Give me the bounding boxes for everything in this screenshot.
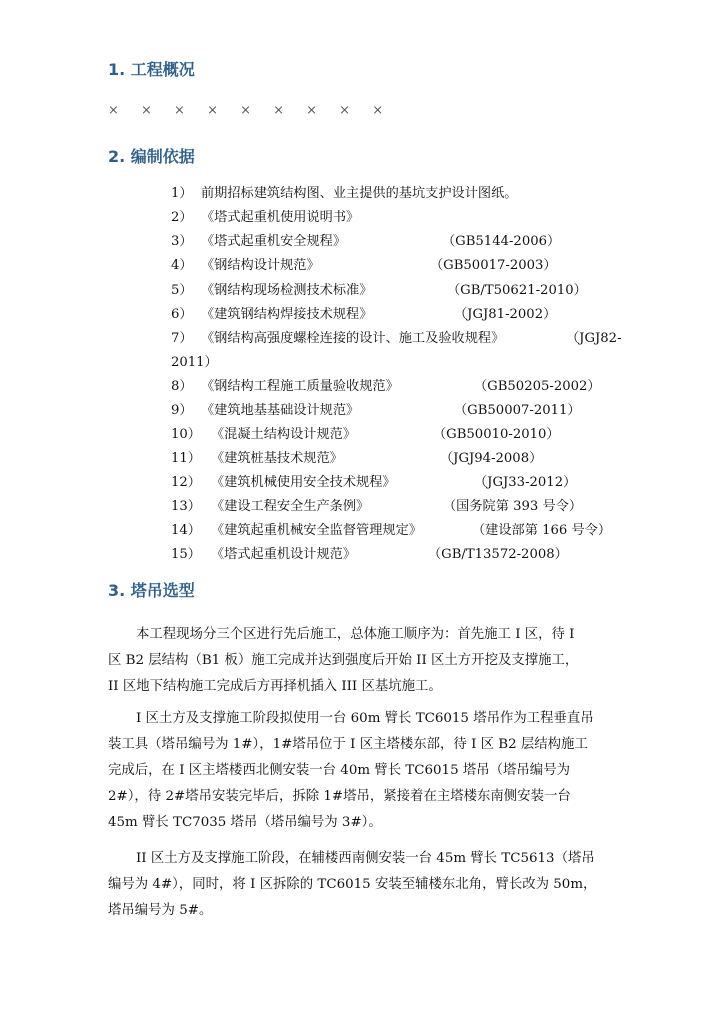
placeholder-crosses: × × × × × × × × × [108, 103, 393, 118]
reference-standard-code: （JGJ81-2002） [454, 307, 557, 322]
reference-item [171, 331, 622, 346]
paragraph-line: I 区土方及支撑施工阶段拟使用一台 60m 臂长 TC6015 塔吊作为工程垂直吊 [136, 711, 594, 726]
reference-standard-code: （JGJ94-2008） [440, 451, 543, 466]
reference-item [171, 307, 557, 322]
reference-number: 14） [171, 523, 201, 538]
reference-number: 6） [171, 307, 193, 322]
reference-item [171, 499, 583, 514]
reference-standard-code: （GB50010-2010） [433, 427, 560, 442]
body-paragraph [108, 706, 618, 836]
reference-title: 前期招标建筑结构图、业主提供的基坑支护设计图纸。 [201, 186, 518, 201]
reference-item [171, 547, 568, 562]
reference-title: 《钢结构设计规范》 [201, 258, 320, 273]
reference-title: 《钢结构工程施工质量验收规范》 [201, 379, 399, 394]
reference-number: 8） [171, 379, 193, 394]
reference-item [171, 475, 577, 490]
paragraph-line: 编号为 4#），同时，将 I 区拆除的 TC6015 安装至辅楼东北角，臂长改为 50m， [108, 877, 597, 892]
reference-number: 5） [171, 283, 193, 298]
reference-standard-code: （国务院第 393 号令） [443, 499, 583, 514]
reference-number: 10） [171, 427, 201, 442]
body-paragraph [108, 622, 618, 700]
reference-standard-code: （GB50007-2011） [454, 403, 581, 418]
reference-title: 《建筑起重机械安全监督管理规定》 [211, 523, 422, 538]
reference-standard-code: （JGJ33-2012） [474, 475, 577, 490]
reference-title: 《建筑地基基础设计规范》 [201, 403, 360, 418]
reference-title: 2011） [171, 355, 218, 370]
reference-title: 《混凝土结构设计规范》 [211, 427, 357, 442]
reference-standard-code: （建设部第 166 号令） [472, 523, 612, 538]
reference-title: 《钢结构现场检测技术标准》 [201, 283, 373, 298]
body-paragraph [108, 846, 618, 924]
reference-title: 《建设工程安全生产条例》 [211, 499, 370, 514]
paragraph-line: 塔吊编号为 5#。 [108, 903, 213, 918]
reference-item [171, 523, 612, 538]
reference-standard-code: （GB5144-2006） [442, 234, 561, 249]
reference-number: 12） [171, 475, 201, 490]
reference-number: 13） [171, 499, 201, 514]
paragraph-line: 2#），待 2#塔吊安装完毕后，拆除 1#塔吊，紧接着在主塔楼东南侧安装一台 [108, 789, 571, 804]
paragraph-line: II 区地下结构施工完成后方再择机插入 III 区基坑施工。 [108, 679, 442, 694]
reference-item [171, 234, 561, 249]
reference-standard-code: （GB50017-2003） [430, 258, 557, 273]
reference-standard-code: （GB50205-2002） [474, 379, 601, 394]
section-title-overview: 1. 工程概况 [108, 60, 195, 79]
reference-number: 9） [171, 403, 193, 418]
section-title-basis: 2. 编制依据 [108, 147, 195, 166]
reference-number: 2） [171, 210, 193, 225]
reference-item [171, 427, 560, 442]
reference-title: 《塔式起重机使用说明书》 [201, 210, 360, 225]
paragraph-line: 区 B2 层结构（B1 板）施工完成并达到强度后开始 II 区土方开挖及支撑施工， [108, 653, 579, 668]
reference-number: 1） [171, 186, 193, 201]
reference-item [171, 211, 359, 224]
paragraph-line: 装工具（塔吊编号为 1#），1#塔吊位于 I 区主塔楼东部，待 I 区 B2 层结构施工 [108, 737, 588, 752]
reference-number: 11） [171, 451, 201, 466]
section-title-crane-selection: 3. 塔吊选型 [108, 581, 195, 600]
reference-number: 4） [171, 258, 193, 273]
paragraph-line: 45m 臂长 TC7035 塔吊（塔吊编号为 3#）。 [108, 815, 382, 830]
reference-standard-code: （JGJ82- [566, 331, 622, 346]
reference-title: 《塔式起重机安全规程》 [201, 234, 347, 249]
reference-title: 《建筑钢结构焊接技术规程》 [201, 307, 373, 322]
paragraph-line: 完成后，在 I 区主塔楼西北侧安装一台 40m 臂长 TC6015 塔吊（塔吊编号为 [108, 763, 570, 778]
reference-number: 7） [171, 331, 193, 346]
reference-standard-code: （GB/T50621-2010） [447, 283, 587, 298]
reference-item [171, 403, 581, 418]
reference-item [171, 379, 601, 394]
reference-item [171, 356, 218, 369]
reference-standard-code: （GB/T13572-2008） [428, 547, 568, 562]
reference-item [171, 451, 543, 466]
reference-title: 《建筑桩基技术规范》 [211, 451, 343, 466]
reference-number: 15） [171, 547, 201, 562]
reference-item [171, 283, 587, 298]
paragraph-line: II 区土方及支撑施工阶段，在辅楼西南侧安装一台 45m 臂长 TC5613（塔吊 [136, 851, 595, 866]
reference-number: 3） [171, 234, 193, 249]
reference-title: 《塔式起重机设计规范》 [211, 547, 357, 562]
reference-title: 《建筑机械使用安全技术规程》 [211, 475, 396, 490]
reference-title: 《钢结构高强度螺栓连接的设计、施工及验收规程》 [201, 331, 505, 346]
reference-item [171, 187, 518, 200]
paragraph-line: 本工程现场分三个区进行先后施工，总体施工顺序为：首先施工 I 区，待 I [136, 627, 575, 642]
reference-item [171, 258, 557, 273]
